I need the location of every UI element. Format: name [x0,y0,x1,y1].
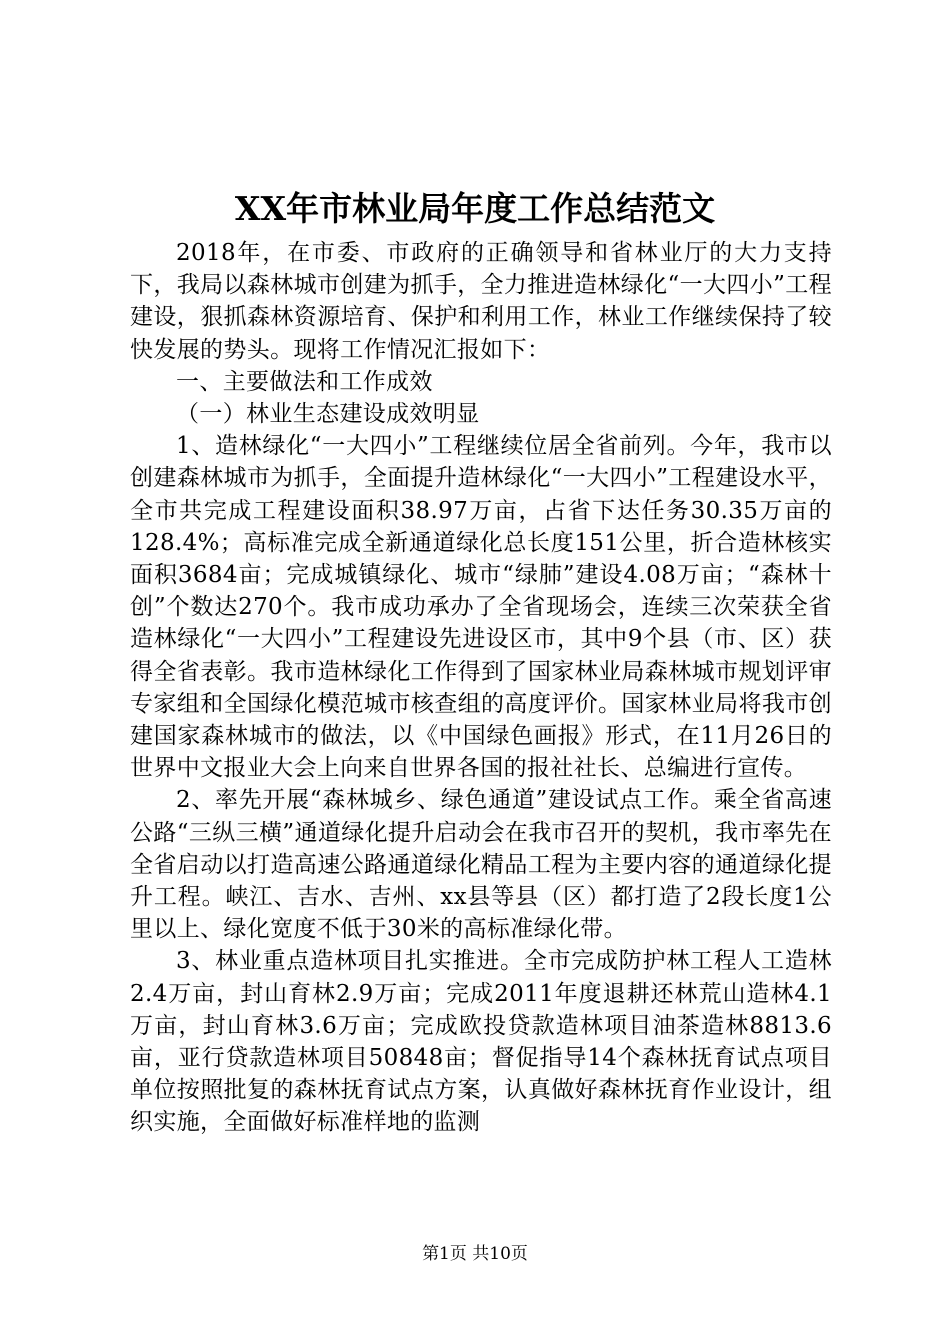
body-paragraph-1: 1、造林绿化“一大四小”工程继续位居全省前列。今年，我市以创建森林城市为抓手，全面提升造林绿化“一大四小”工程建设水平，全市共完成工程建设面积38.97万亩，占省下达任务30.35万亩的128.4%；高标准完成全新通道绿化总长度151公里，折合造林核实面积3684亩；完成城镇绿化、城市“绿肺”建设4.08万亩；“森林十创”个数达270个。我市成功承办了全省现场会，连续三次荣获全省造林绿化“一大四小”工程建设先进设区市，其中9个县（市、区）获得全省表彰。我市造林绿化工作得到了国家林业局森林城市规划评审专家组和全国绿化模范城市核查组的高度评价。国家林业局将我市创建国家森林城市的做法，以《中国绿色画报》形式，在11月26日的世界中文报业大会上向来自世界各国的报社社长、总编进行宣传。 [130,433,832,782]
subsection-heading: （一）林业生态建设成效明显 [176,401,480,428]
document-title: XX年市林业局年度工作总结范文 [234,189,716,228]
intro-paragraph: 2018年，在市委、市政府的正确领导和省林业厅的大力支持下，我局以森林城市创建为抓手，全力推进造林绿化“一大四小”工程建设，狠抓森林资源培育、保护和利用工作，林业工作继续保持了较快发展的势头。现将工作情况汇报如下： [130,240,832,363]
page-number-footer: 第1页 共10页 [422,1244,528,1264]
body-paragraph-3: 3、林业重点造林项目扎实推进。全市完成防护林工程人工造林2.4万亩，封山育林2.9万亩；完成2011年度退耕还林荒山造林4.1万亩，封山育林3.6万亩；完成欧投贷款造林项目油茶造林8813.6亩，亚行贷款造林项目50848亩；督促指导14个森林抚育试点项目单位按照批复的森林抚育试点方案，认真做好森林抚育作业设计，组织实施，全面做好标准样地的监测 [130,948,832,1136]
section-heading: 一、主要做法和工作成效 [176,368,433,395]
body-paragraph-2: 2、率先开展“森林城乡、绿色通道”建设试点工作。乘全省高速公路“三纵三横”通道绿化提升启动会在我市召开的契机，我市率先在全省启动以打造高速公路通道绿化精品工程为主要内容的通道绿化提升工程。峡江、吉水、吉州、xx县等县（区）都打造了2段长度1公里以上、绿化宽度不低于30米的高标准绿化带。 [130,787,832,943]
document-body [130,237,832,1139]
